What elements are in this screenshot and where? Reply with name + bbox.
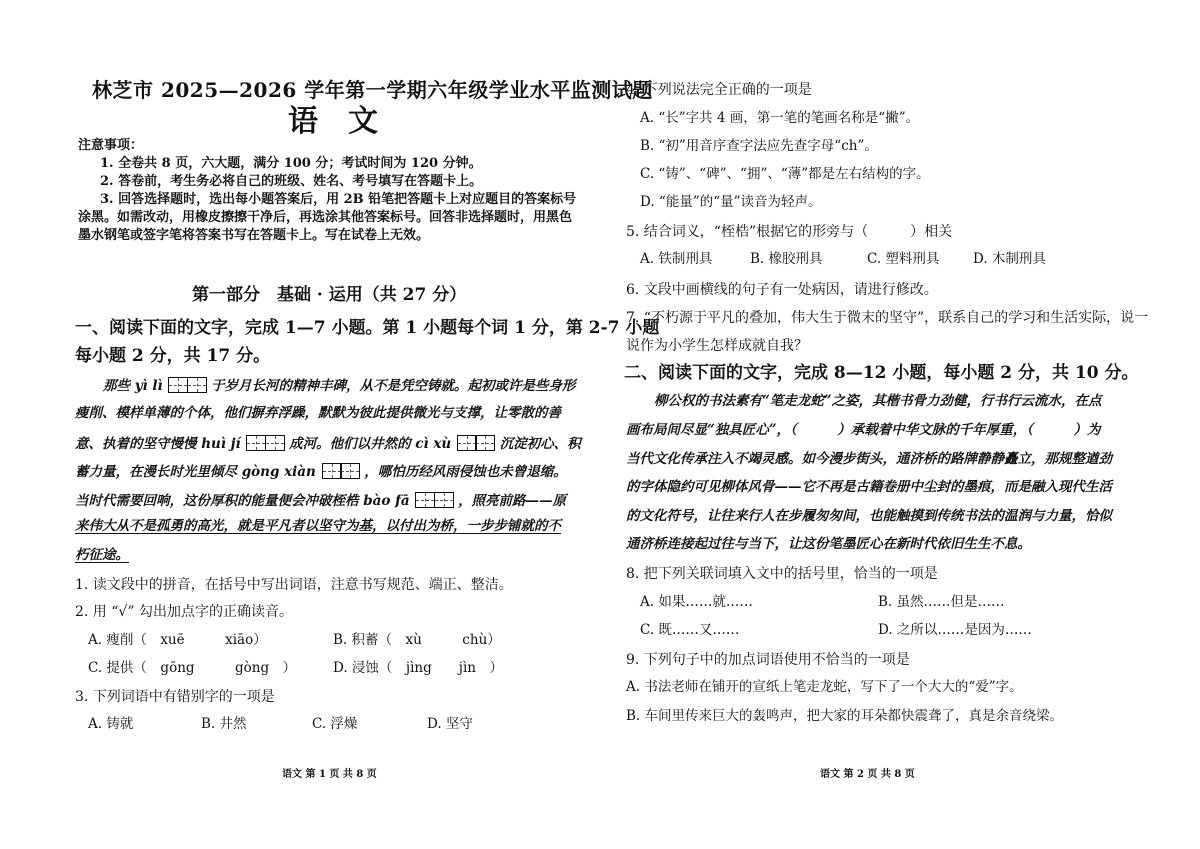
- q5-option-a: A. 铁制刑具: [640, 251, 713, 267]
- notes-heading: 注意事项：: [78, 138, 144, 153]
- passage2-line: 当代文化传承注入不竭灵感。如今漫步街头，通济桥的路牌静静矗立，那规整遒劲: [626, 451, 1112, 467]
- underlined-sentence: 来伟大从不是孤勇的高光，就是平凡者以坚守为基，以付出为桥，一步步铺就的不: [75, 518, 561, 534]
- answer-boxes: [457, 435, 494, 455]
- passage-line: 瘦削、模样单薄的个体，他们摒弃浮躁，默默为彼此提供微光与支撑，让零散的善: [75, 405, 561, 421]
- note-line: 涂黑。如需改动，用橡皮擦擦干净后，再选涂其他答案标号。回答非选择题时，用黑色: [78, 210, 573, 225]
- question-6: 6. 文段中画横线的句子有一处病因，请进行修改。: [626, 282, 938, 298]
- answer-boxes: [415, 492, 452, 512]
- section2-instruction: 二、阅读下面的文字，完成 8—12 小题，每小题 2 分，共 10 分。: [624, 363, 1139, 383]
- q2-option-a: A. 瘦削（ xuē xiāo）: [88, 632, 267, 648]
- passage2-line: 柳公权的书法素有“笔走龙蛇”之姿，其楷书骨力劲健，行书行云流水，在点: [654, 393, 1102, 409]
- note-line: 1. 全卷共 8 页，六大题，满分 100 分；考试时间为 120 分钟。: [100, 156, 482, 171]
- q4-option-a: A. “长”字共 4 画，第一笔的笔画名称是“撇”。: [640, 110, 920, 126]
- q9-option-b: B. 车间里传来巨大的轰鸣声，把大家的耳朵都快震聋了，真是余音绕梁。: [626, 708, 1064, 724]
- question-7: 7. “不朽源于平凡的叠加，伟大生于微末的坚守”，联系自己的学习和生活实际，说一: [626, 310, 1149, 326]
- q8-option-b: B. 虽然……但是……: [878, 594, 1005, 610]
- q2-option-b: B. 积蓄（ xù chù）: [333, 632, 501, 648]
- exam-page-2: [600, 0, 1200, 849]
- note-line: 2. 答卷前，考生务必将自己的班级、姓名、考号填写在答题卡上。: [100, 174, 483, 189]
- section1-instruction: 一、阅读下面的文字，完成 1—7 小题。第 1 小题每个词 1 分，第 2-7 小题: [75, 318, 660, 338]
- q9-option-a: A. 书法老师在铺开的宣纸上笔走龙蛇，写下了一个大大的“爱”字。: [626, 679, 1023, 695]
- q2-option-d: D. 浸蚀（ jìng jìn ）: [333, 660, 503, 676]
- note-line: 墨水钢笔或签字笔将答案书写在答题卡上。写在试卷上无效。: [78, 228, 430, 243]
- page-footer: 语文 第 1 页 共 8 页: [282, 769, 377, 780]
- answer-boxes: [246, 435, 283, 455]
- q8-option-a: A. 如果……就……: [640, 594, 753, 610]
- q5-option-d: D. 木制刑具: [973, 251, 1046, 267]
- q5-option-c: C. 塑料刑具: [867, 251, 940, 267]
- passage-text: ，照亮前路——原: [458, 493, 567, 509]
- pinyin-text: 那些 yì lì: [103, 378, 163, 394]
- question-5: 5. 结合词义，“桎梏”根据它的形旁与（ ）相关: [626, 224, 953, 240]
- passage-text: 成河。他们以井然的 cì xù: [289, 436, 452, 452]
- passage-text: 沉淀初心、积: [499, 436, 581, 452]
- pinyin-text: 蓄力量，在漫长时光里倾尽 gòng xiàn: [75, 464, 316, 480]
- answer-boxes: [168, 377, 205, 397]
- note-line: 3. 回答选择题时，选出每小题答案后，用 2B 铅笔把答题卡上对应题目的答案标号: [100, 192, 577, 207]
- q4-option-d: D. “能量”的“量”读音为轻声。: [640, 194, 822, 210]
- question-8: 8. 把下列关联词填入文中的括号里，恰当的一项是: [626, 566, 938, 582]
- part-title: 第一部分 基础 · 运用（共 27 分）: [192, 285, 467, 305]
- q5-option-b: B. 橡胶刑具: [750, 251, 823, 267]
- question-9: 9. 下列句子中的加点词语使用不恰当的一项是: [626, 652, 910, 668]
- passage-line: [103, 377, 576, 397]
- pinyin-text: 当时代需要回响，这份厚积的能量便会冲破桎梏 bào fā: [75, 493, 410, 509]
- passage2-line: 画布局间尽显“独具匠心”，（ ）承载着中华文脉的千年厚重，（ ）为: [626, 422, 1101, 438]
- question-1: 1. 读文段中的拼音，在括号中写出词语，注意书写规范、端正、整洁。: [75, 577, 513, 593]
- subject-title: 语文: [288, 104, 408, 139]
- passage2-line: 的字体隐约可见柳体风骨——它不再是古籍卷册中尘封的墨痕，而是融入现代生活: [626, 479, 1112, 495]
- q4-option-c: C. “铸”、“碑”、“拥”、“薄”都是左右结构的字。: [640, 166, 930, 182]
- page-footer: 语文 第 2 页 共 8 页: [820, 769, 915, 780]
- passage-text: ，哪怕历经风雨侵蚀也未曾退缩。: [364, 464, 567, 480]
- q3-option-c: C. 浮燥: [312, 716, 358, 732]
- q3-option-b: B. 井然: [201, 716, 247, 732]
- passage-line: [75, 435, 581, 455]
- passage-line: [75, 492, 566, 512]
- q2-option-c: C. 提供（ gōng gòng ）: [88, 660, 297, 676]
- question-7-cont: 说作为小学生怎样成就自我？: [626, 338, 808, 354]
- underlined-sentence: 朽征途。: [75, 547, 129, 563]
- q4-option-b: B. “初”用音序查字法应先查字母“ch”。: [640, 138, 878, 154]
- passage-line: [75, 463, 567, 483]
- q3-option-a: A. 铸就: [88, 716, 134, 732]
- question-3: 3. 下列词语中有错别字的一项是: [75, 689, 275, 705]
- q8-option-c: C. 既……又……: [640, 622, 740, 638]
- passage-text: 于岁月长河的精神丰碑，从不是凭空铸就。起初或许是些身形: [211, 378, 576, 394]
- q3-option-d: D. 坚守: [427, 716, 473, 732]
- pinyin-text: 意、执着的坚守慢慢 huì jí: [75, 436, 241, 452]
- exam-title: 林芝市 2025—2026 学年第一学期六年级学业水平监测试题: [92, 78, 653, 102]
- section1-instruction: 每小题 2 分，共 17 分。: [75, 346, 271, 366]
- passage2-line: 的文化符号，让往来行人在步履匆匆间，也能触摸到传统书法的温润与力量，恰似: [626, 508, 1112, 524]
- question-2: 2. 用 “√” 勾出加点字的正确读音。: [75, 604, 293, 620]
- question-4: 4. 下列说法完全正确的一项是: [626, 82, 812, 98]
- answer-boxes: [322, 463, 359, 483]
- passage2-line: 通济桥连接起过往与当下，让这份笔墨匠心在新时代依旧生生不息。: [626, 536, 1031, 552]
- q8-option-d: D. 之所以……是因为……: [878, 622, 1032, 638]
